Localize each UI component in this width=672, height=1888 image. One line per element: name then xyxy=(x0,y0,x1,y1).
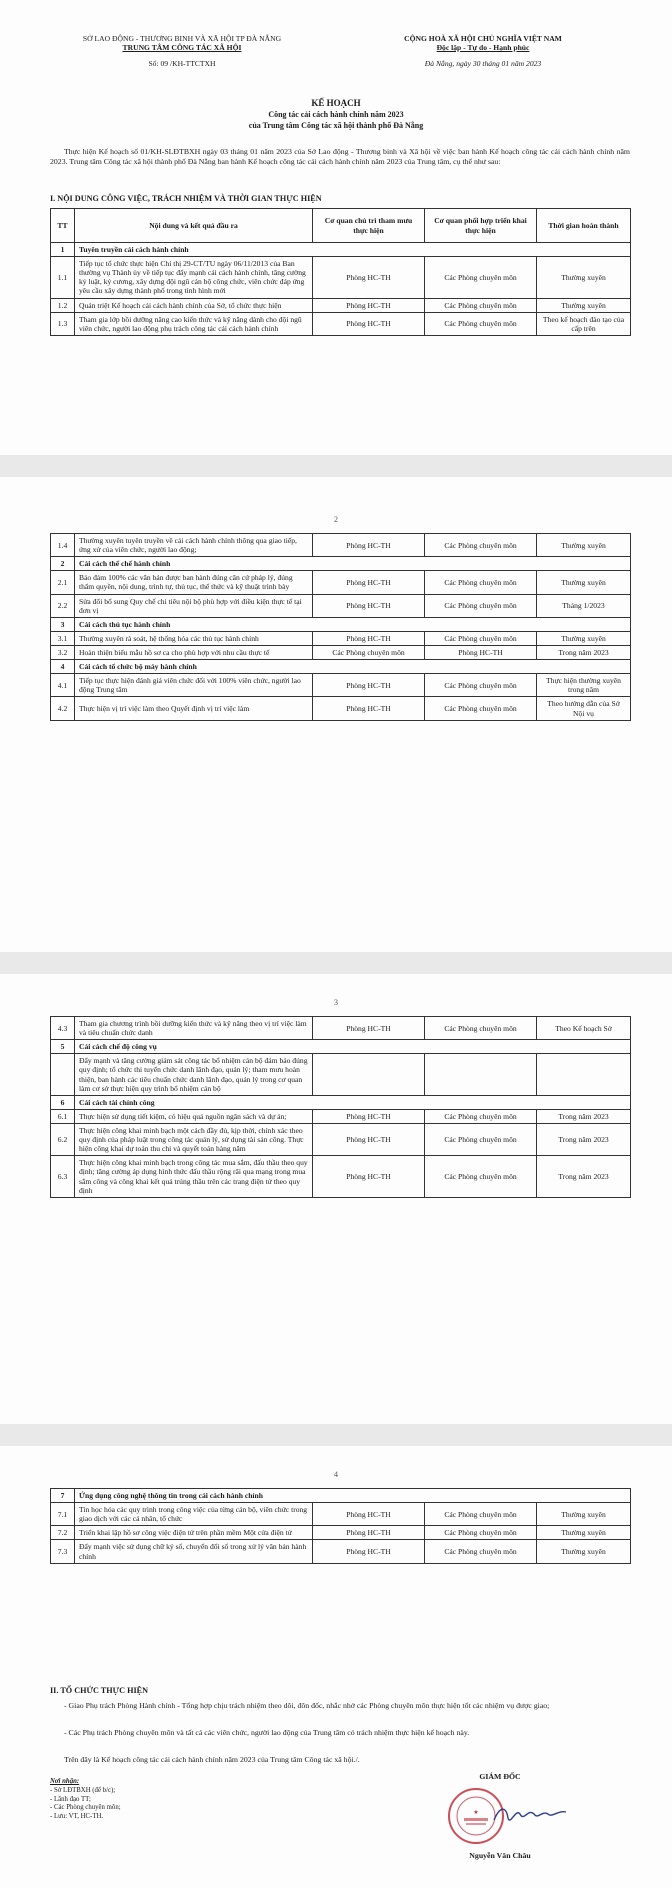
cell-tt: 6.1 xyxy=(51,1109,75,1123)
table-row xyxy=(51,1017,631,1040)
cell-tt: 7.1 xyxy=(51,1503,75,1526)
table-row xyxy=(51,1156,631,1197)
cell-time: Thực hiện thường xuyên trong năm xyxy=(537,674,631,697)
cell-coord: Các Phòng chuyên môn xyxy=(425,1123,537,1155)
cell-tt: 4.2 xyxy=(51,697,75,720)
cell-tt: 3 xyxy=(51,617,75,631)
page-number: 3 xyxy=(334,998,338,1007)
cell-coord: Các Phòng chuyên môn xyxy=(425,1156,537,1197)
doc-title: KẾ HOẠCH xyxy=(311,98,361,108)
cell-lead: Phòng HC-TH xyxy=(313,534,425,557)
cell-lead: Phòng HC-TH xyxy=(313,1017,425,1040)
handwritten-signature-icon xyxy=(490,1800,570,1830)
table-row xyxy=(51,298,631,312)
cell-lead: Phòng HC-TH xyxy=(313,312,425,335)
table-row xyxy=(51,1503,631,1526)
plan-table-page-1 xyxy=(50,208,631,336)
doc-subtitle-1: Công tác cải cách hành chính năm 2023 xyxy=(268,110,404,119)
cell-content: Thực hiện công khai minh bạch trong công tác mua sắm, đấu thầu theo quy định; tăng cường áp dụng hình thức đấu thầu rộng rãi qua mạng trong mua sắm công và công khai kết quả trúng thầu trên các trang điện tử theo quy định xyxy=(75,1156,313,1197)
intro-paragraph: Thực hiện Kế hoạch số 01/KH-SLĐTBXH ngày 03 tháng 01 năm 2023 của Sở Lao động - Thương binh và Xã hội về việc ban hành Kế hoạch công tác cải cách hành chính năm 2023. Trung tâm Công tác xã hội thành phố Đà Nẵng ban hành Kế hoạch công tác cải cách hành chính năm 2023 của Trung tâm, cụ thể như sau: xyxy=(50,147,630,167)
cell-coord: Các Phòng chuyên môn xyxy=(425,312,537,335)
cell-content: Thực hiện sử dụng tiết kiệm, có hiệu quả nguồn ngân sách và dự án; xyxy=(75,1109,313,1123)
cell-time: Trong năm 2023 xyxy=(537,1109,631,1123)
table-group-row xyxy=(51,1040,631,1054)
cell-tt: 1 xyxy=(51,243,75,257)
cell-lead: Phòng HC-TH xyxy=(313,1526,425,1540)
cell-coord xyxy=(425,1054,537,1095)
cell-content: Thực hiện vị trí việc làm theo Quyết định vị trí việc làm xyxy=(75,697,313,720)
cell-lead: Phòng HC-TH xyxy=(313,674,425,697)
cell-time: Tháng 1/2023 xyxy=(537,594,631,617)
cell-time: Theo kế hoạch đào tạo của cấp trên xyxy=(537,312,631,335)
cell-group-title: Cải cách chế độ công vụ xyxy=(75,1040,631,1054)
cell-coord: Các Phòng chuyên môn xyxy=(425,1017,537,1040)
col-header-lead: Cơ quan chủ trì tham mưu thực hiện xyxy=(313,209,425,243)
cell-group-title: Cải cách thể chế hành chính xyxy=(75,557,631,571)
cell-content: Hoàn thiện biểu mẫu hồ sơ ca cho phù hợp với nhu cầu thực tế xyxy=(75,645,313,659)
col-header-content: Nội dung và kết quả đầu ra xyxy=(75,209,313,243)
table-group-row xyxy=(51,557,631,571)
cell-group-title: Cải cách tổ chức bộ máy hành chính xyxy=(75,660,631,674)
cell-lead: Phòng HC-TH xyxy=(313,1503,425,1526)
cell-group-title: Cải cách tài chính công xyxy=(75,1095,631,1109)
cell-tt xyxy=(51,1054,75,1095)
table-group-row xyxy=(51,660,631,674)
table-group-row xyxy=(51,617,631,631)
cell-content: Tiếp tục tổ chức thực hiện Chỉ thị 29-CT/TU ngày 06/11/2013 của Ban thường vụ Thành ủy về tiếp tục đẩy mạnh cải cách hành chính, tăng cường kỷ luật, kỷ cương, xây dựng đội ngũ cán bộ công chức, viên chức đáp ứng yêu cầu xây dựng thành phố trong tình hình mới xyxy=(75,257,313,298)
cell-time: Thường xuyên xyxy=(537,631,631,645)
cell-time: Theo hướng dẫn của Sở Nội vụ xyxy=(537,697,631,720)
cell-tt: 7 xyxy=(51,1489,75,1503)
table-row xyxy=(51,1540,631,1563)
table-row xyxy=(51,1526,631,1540)
section-1-heading: I. NỘI DUNG CÔNG VIỆC, TRÁCH NHIỆM VÀ THỜI GIAN THỰC HIỆN xyxy=(50,194,322,203)
plan-table-page-4 xyxy=(50,1488,631,1564)
plan-table-page-2 xyxy=(50,533,631,721)
cell-coord: Các Phòng chuyên môn xyxy=(425,257,537,298)
cell-tt: 1.1 xyxy=(51,257,75,298)
cell-coord: Các Phòng chuyên môn xyxy=(425,631,537,645)
cell-coord: Các Phòng chuyên môn xyxy=(425,594,537,617)
cell-lead: Phòng HC-TH xyxy=(313,594,425,617)
recipient-item: - Lãnh đạo TT; xyxy=(50,1795,91,1803)
recipients-label: Nơi nhận: xyxy=(50,1778,80,1785)
page-1 xyxy=(0,0,672,455)
table-row xyxy=(51,645,631,659)
signer-title: GIÁM ĐỐC xyxy=(479,1772,521,1781)
cell-lead: Phòng HC-TH xyxy=(313,1123,425,1155)
cell-lead: Phòng HC-TH xyxy=(313,571,425,594)
cell-tt: 4.3 xyxy=(51,1017,75,1040)
page-break xyxy=(0,1424,672,1446)
page-break xyxy=(0,952,672,974)
cell-time: Trong năm 2023 xyxy=(537,1156,631,1197)
cell-content: Thường xuyên tuyên truyền về cải cách hành chính thông qua giao tiếp, ứng xử của viên chức, người lao động; xyxy=(75,534,313,557)
org-name: TRUNG TÂM CÔNG TÁC XÃ HỘI xyxy=(122,43,242,53)
signer-name: Nguyễn Văn Châu xyxy=(469,1851,531,1861)
page-3 xyxy=(0,974,672,1424)
closing-paragraph: Trên đây là Kế hoạch công tác cải cách hành chính năm 2023 của Trung tâm Công tác xã hội./. xyxy=(64,1755,360,1764)
table-row xyxy=(51,674,631,697)
col-header-tt: TT xyxy=(51,209,75,243)
cell-content: Tin học hóa các quy trình trong công việc của từng cán bộ, viên chức trong giao dịch với các cá nhân, tổ chức xyxy=(75,1503,313,1526)
cell-tt: 2 xyxy=(51,557,75,571)
cell-time: Trong năm 2023 xyxy=(537,1123,631,1155)
cell-coord: Các Phòng chuyên môn xyxy=(425,1109,537,1123)
cell-coord: Phòng HC-TH xyxy=(425,645,537,659)
cell-lead xyxy=(313,1054,425,1095)
table-row xyxy=(51,312,631,335)
cell-content: Tham gia lớp bồi dưỡng nâng cao kiến thức và kỹ năng dành cho đội ngũ viên chức, người lao động phụ trách công tác cải cách hành chính xyxy=(75,312,313,335)
recipient-item: - Sở LĐTBXH (để b/c); xyxy=(50,1786,116,1794)
cell-lead: Phòng HC-TH xyxy=(313,1156,425,1197)
cell-coord: Các Phòng chuyên môn xyxy=(425,697,537,720)
page-number: 4 xyxy=(334,1470,338,1479)
cell-content: Tham gia chương trình bồi dưỡng kiến thức và kỹ năng theo vị trí việc làm và tiêu chuẩn chức danh xyxy=(75,1017,313,1040)
recipients-block xyxy=(50,1778,250,1822)
cell-content: Đẩy mạnh việc sử dụng chữ ký số, chuyển đổi số trong xử lý văn bản hành chính xyxy=(75,1540,313,1563)
cell-group-title: Ứng dụng công nghệ thông tin trong cải cách hành chính xyxy=(75,1489,631,1503)
cell-time: Thường xuyên xyxy=(537,1503,631,1526)
cell-lead: Phòng HC-TH xyxy=(313,697,425,720)
cell-content: Triển khai lập hồ sơ công việc điện tử trên phần mềm Một cửa điện tử xyxy=(75,1526,313,1540)
table-group-row xyxy=(51,243,631,257)
cell-time: Trong năm 2023 xyxy=(537,645,631,659)
cell-coord: Các Phòng chuyên môn xyxy=(425,534,537,557)
cell-time: Theo Kế hoạch Sở xyxy=(537,1017,631,1040)
table-group-row xyxy=(51,1095,631,1109)
cell-content: Quán triệt Kế hoạch cải cách hành chính của Sở, tổ chức thực hiện xyxy=(75,298,313,312)
cell-content: Tiếp tục thực hiện đánh giá viên chức đối với 100% viên chức, người lao động Trung tâm xyxy=(75,674,313,697)
section-2-heading: II. TỔ CHỨC THỰC HIỆN xyxy=(50,1686,149,1695)
cell-coord: Các Phòng chuyên môn xyxy=(425,571,537,594)
table-row xyxy=(51,1054,631,1095)
cell-tt: 3.1 xyxy=(51,631,75,645)
org-parent: SỞ LAO ĐỘNG - THƯƠNG BINH VÀ XÃ HỘI TP ĐÀ NẴNG xyxy=(82,34,282,43)
cell-tt: 6 xyxy=(51,1095,75,1109)
table-row xyxy=(51,257,631,298)
table-row xyxy=(51,631,631,645)
cell-time: Thường xuyên xyxy=(537,534,631,557)
page-2 xyxy=(0,477,672,952)
cell-tt: 6.3 xyxy=(51,1156,75,1197)
cell-lead: Phòng HC-TH xyxy=(313,1540,425,1563)
cell-time: Thường xuyên xyxy=(537,1526,631,1540)
place-date: Đà Nẵng, ngày 30 tháng 01 năm 2023 xyxy=(424,59,542,69)
recipient-item: - Lưu: VT, HC-TH. xyxy=(50,1813,104,1821)
recipient-item: - Các Phòng chuyên môn; xyxy=(50,1804,121,1812)
table-row xyxy=(51,697,631,720)
country-name: CỘNG HOÀ XÃ HỘI CHỦ NGHĨA VIỆT NAM xyxy=(404,34,562,43)
cell-tt: 7.2 xyxy=(51,1526,75,1540)
cell-lead: Phòng HC-TH xyxy=(313,1109,425,1123)
doc-subtitle-2: của Trung tâm Công tác xã hội thành phố Đà Nẵng xyxy=(248,121,424,130)
cell-time xyxy=(537,1054,631,1095)
table-row xyxy=(51,534,631,557)
cell-content: Bảo đảm 100% các văn bản được ban hành đúng căn cứ pháp lý, đúng thẩm quyền, nội dung, trình tự, thủ tục, thể thức và kỹ thuật trình bày xyxy=(75,571,313,594)
col-header-time: Thời gian hoàn thành xyxy=(537,209,631,243)
cell-tt: 1.3 xyxy=(51,312,75,335)
table-row xyxy=(51,1109,631,1123)
cell-tt: 2.2 xyxy=(51,594,75,617)
cell-time: Thường xuyên xyxy=(537,571,631,594)
cell-lead: Các Phòng chuyên môn xyxy=(313,645,425,659)
motto: Độc lập - Tự do - Hạnh phúc xyxy=(436,43,530,53)
cell-tt: 3.2 xyxy=(51,645,75,659)
table-group-row xyxy=(51,1489,631,1503)
plan-table-page-3 xyxy=(50,1016,631,1198)
cell-lead: Phòng HC-TH xyxy=(313,631,425,645)
cell-coord: Các Phòng chuyên môn xyxy=(425,298,537,312)
cell-coord: Các Phòng chuyên môn xyxy=(425,674,537,697)
cell-group-title: Cải cách thủ tục hành chính xyxy=(75,617,631,631)
doc-number: Số: 09 /KH-TTCTXH xyxy=(148,59,216,69)
cell-lead: Phòng HC-TH xyxy=(313,257,425,298)
national-block xyxy=(352,34,614,68)
cell-content: Thực hiện công khai minh bạch một cách đầy đủ, kịp thời, chính xác theo quy định của pháp luật trong công tác quản lý, sử dụng tài sản công. Thực hiện công khai dự toán thu chi và quyết toán hàng năm xyxy=(75,1123,313,1155)
svg-text:★: ★ xyxy=(473,1809,479,1816)
cell-content: Đẩy mạnh và tăng cường giám sát công tác bổ nhiệm cán bộ đảm bảo đúng quy định; tổ chức thi tuyển chức danh lãnh đạo, quản lý; tham mưu hoàn thiện, ban hành các tiêu chuẩn chức danh lãnh đạo, quản lý trong cơ quan làm cơ sở thực hiện quy trình bổ nhiệm cán bộ xyxy=(75,1054,313,1095)
table-row xyxy=(51,571,631,594)
org-paragraph-2: - Các Phụ trách Phòng chuyên môn và tất cả các viên chức, người lao động của Trung tâm có trách nhiệm thực hiện kế hoạch này. xyxy=(64,1728,470,1737)
cell-group-title: Tuyên truyền cải cách hành chính xyxy=(75,243,631,257)
cell-coord: Các Phòng chuyên môn xyxy=(425,1540,537,1563)
cell-content: Thường xuyên rà soát, hệ thống hóa các thủ tục hành chính xyxy=(75,631,313,645)
cell-tt: 4 xyxy=(51,660,75,674)
cell-time: Thường xuyên xyxy=(537,298,631,312)
cell-time: Thường xuyên xyxy=(537,1540,631,1563)
cell-coord: Các Phòng chuyên môn xyxy=(425,1526,537,1540)
cell-tt: 7.3 xyxy=(51,1540,75,1563)
cell-tt: 2.1 xyxy=(51,571,75,594)
col-header-coord: Cơ quan phối hợp triển khai thực hiện xyxy=(425,209,537,243)
cell-content: Sửa đổi bổ sung Quy chế chi tiêu nội bộ phù hợp với điều kiện thực tế tại đơn vị xyxy=(75,594,313,617)
cell-tt: 1.4 xyxy=(51,534,75,557)
page-break xyxy=(0,455,672,477)
cell-lead: Phòng HC-TH xyxy=(313,298,425,312)
cell-tt: 1.2 xyxy=(51,298,75,312)
cell-tt: 5 xyxy=(51,1040,75,1054)
cell-tt: 6.2 xyxy=(51,1123,75,1155)
org-paragraph-1: - Giao Phụ trách Phòng Hành chính - Tổng hợp chịu trách nhiệm theo dõi, đôn đốc, nhắc nhở các Phòng chuyên môn thực hiện tốt các nhiệm vụ được giao; xyxy=(64,1701,550,1710)
issuer-block xyxy=(52,34,312,68)
cell-coord: Các Phòng chuyên môn xyxy=(425,1503,537,1526)
cell-time: Thường xuyên xyxy=(537,257,631,298)
cell-tt: 4.1 xyxy=(51,674,75,697)
table-row xyxy=(51,1123,631,1155)
page-number: 2 xyxy=(334,515,338,524)
table-row xyxy=(51,594,631,617)
